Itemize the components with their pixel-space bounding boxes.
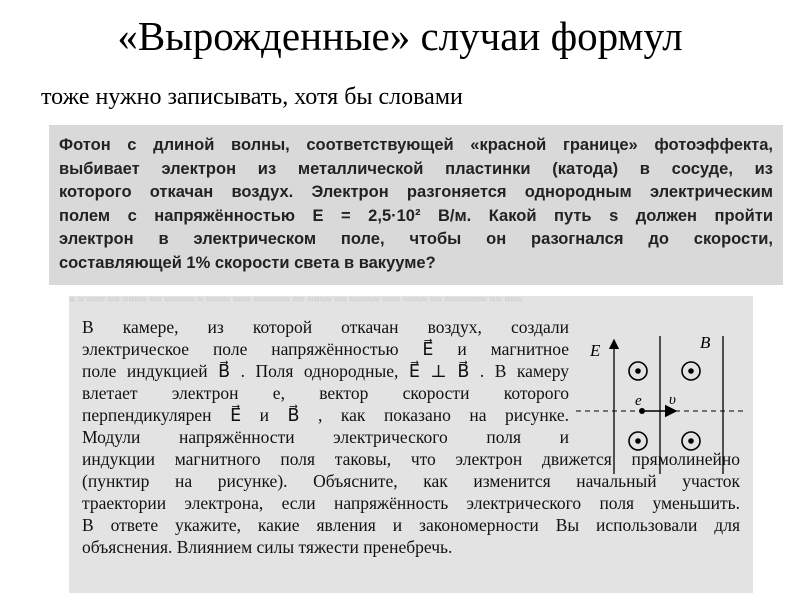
- problem-1-line: составляющей 1% скорости света в вакууме?: [59, 253, 436, 272]
- problem-2-line: перпендикулярен E⃗ и B⃗ , как показано на рисунке.: [82, 405, 569, 425]
- b-out-of-page-icon: [629, 362, 647, 380]
- problem-2-line: объяснения. Влиянием силы тяжести пренебречь.: [82, 537, 453, 557]
- problem-2-line: поле индукцией B⃗ . Поля однородные, E⃗ ⊥ B⃗ . В камеру: [82, 361, 569, 381]
- b-out-of-page-icon: [682, 432, 700, 450]
- problem-2-line: траектории электрона, если напряжённость электрического поля уменьшить.: [82, 493, 740, 513]
- problem-2-line: В ответе укажите, какие явления и закономерности Вы использовали для: [82, 515, 740, 535]
- problem-2-line: влетает электрон e, вектор скорости которого: [82, 383, 569, 403]
- problem-1-scan: [49, 125, 783, 285]
- field-diagram: [576, 326, 746, 476]
- problem-2-line: (пунктир на рисунке). Объясните, как изменится начальный участок: [82, 471, 740, 491]
- slide-title: «Вырожденные» случаи формул: [117, 13, 683, 59]
- problem-2-line: электрическое поле напряжённостью E⃗ и магнитное: [82, 339, 569, 359]
- problem-1-line: которого откачан воздух. Электрон разгоняется однородным электрическим: [59, 183, 773, 201]
- b-field-label: B⃗: [700, 333, 724, 352]
- problem-2-line: индукции магнитного поля таковы, что электрон движется прямолинейно: [82, 449, 740, 469]
- electron-label: e: [635, 393, 642, 409]
- problem-1-line: выбивает электрон из металлической пластинки (катода) в сосуде, из: [59, 159, 773, 178]
- slide-subtitle: тоже нужно записывать, хотя бы словами: [41, 84, 463, 110]
- problem-2-line: В камере, из которой откачан воздух, создали: [82, 317, 569, 337]
- b-out-of-page-icon: [682, 362, 700, 380]
- problem-1-line: полем с напряжённостью E = 2,5·10² В/м. Какой путь s должен пройти: [59, 206, 773, 225]
- problem-2-scan: [69, 296, 753, 593]
- problem-2-line: Модули напряжённости электрического поля и: [82, 427, 569, 447]
- velocity-label: υ⃗: [669, 392, 688, 408]
- problem-1-line: электрон в электрическом поле, чтобы он разогнался до скорости,: [59, 230, 773, 248]
- bleed-through-text: ≡ ≈ ≈≈≈ ≈≈ ≈≈≈≈ ≈≈ ≈≈≈≈≈ ≈ ≈≈≈≈ ≈≈≈ ≈≈≈≈≈≈ ≈≈ ≈≈≈≈ ≈≈ ≈≈≈≈≈ ≈≈≈ ≈≈≈≈ ≈≈ ≈≈≈≈≈≈≈ ≈≈ ≈≈≈: [69, 296, 523, 306]
- e-field-label: E⃗: [590, 341, 614, 360]
- problem-1-line: Фотон с длиной волны, соответствующей «красной границе» фотоэффекта,: [59, 136, 773, 154]
- b-out-of-page-icon: [629, 432, 647, 450]
